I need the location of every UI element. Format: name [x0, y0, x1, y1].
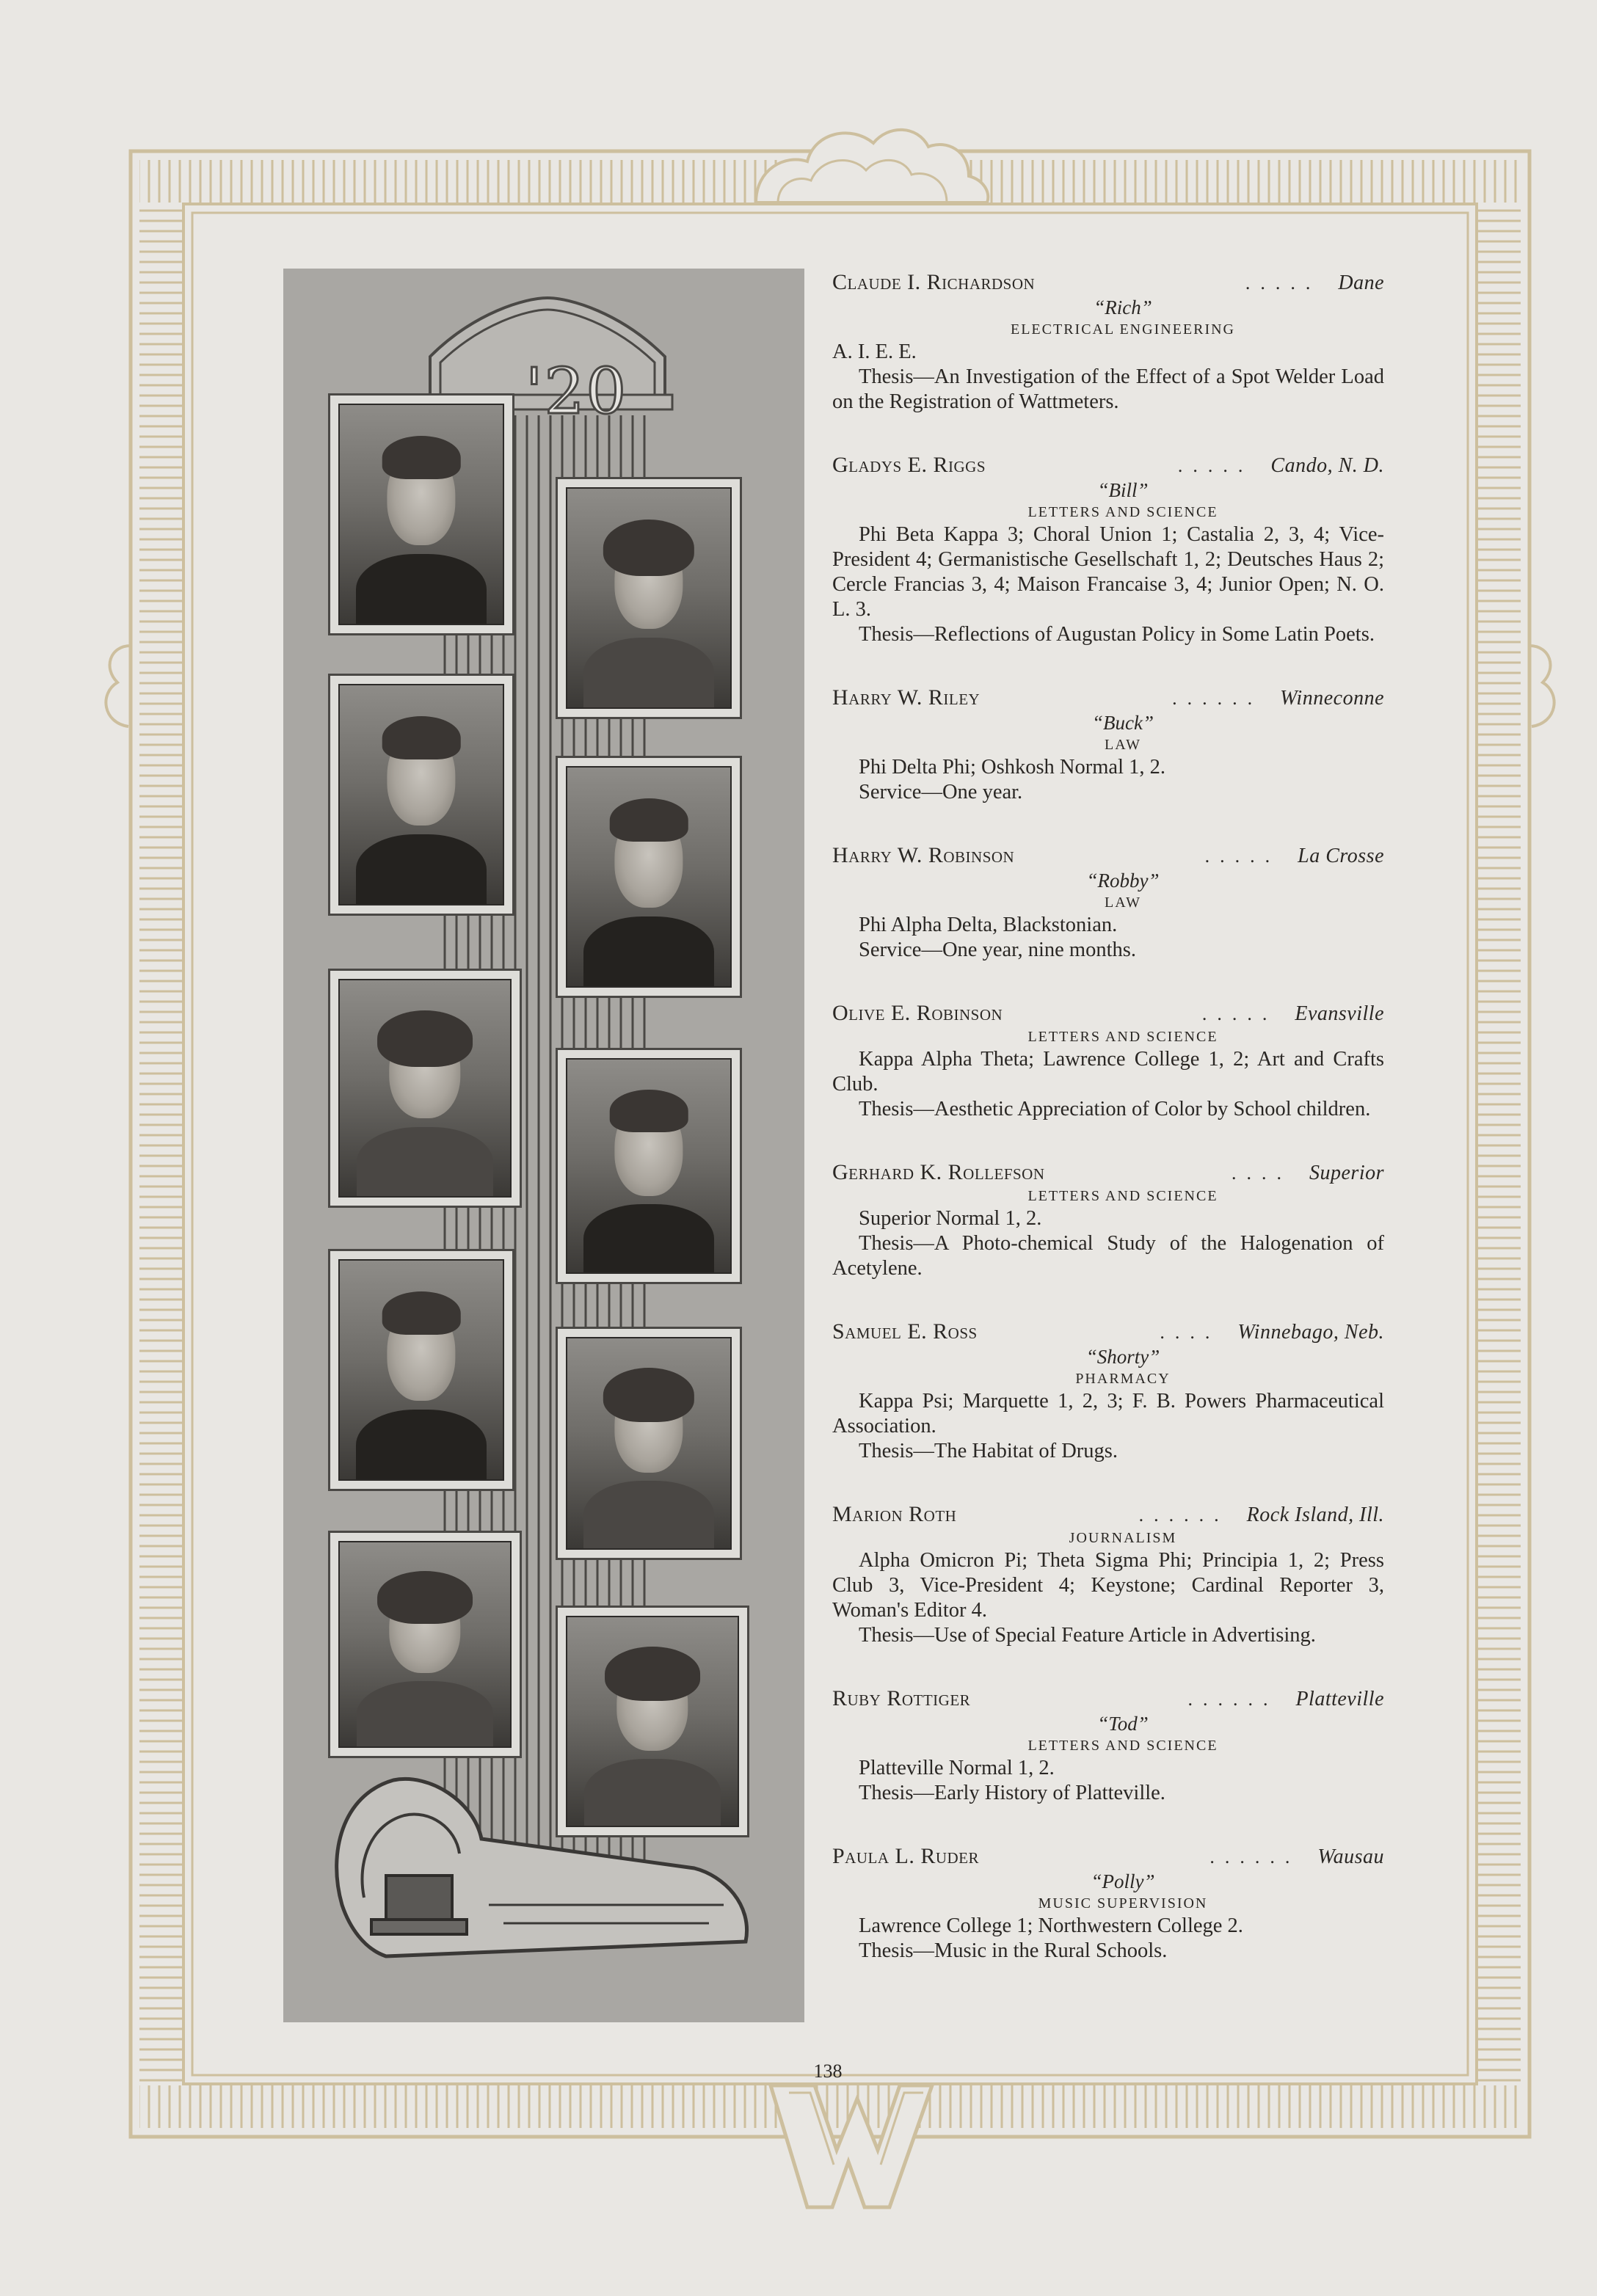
leader-dots: ...... — [1172, 688, 1263, 709]
entry-detail: Phi Beta Kappa 3; Choral Union 1; Castalia 2, 3, 4; Vice-President 4; Germanistische Gesellschaft 1, 2; Deutsches Haus 2; Cercle Francias 3, 4; Maison Francaise 3, 4; Junior Open; N. O. L. 3. — [832, 523, 1384, 621]
student-name: Harry W. Riley — [832, 685, 981, 710]
nickname: “Tod” — [1097, 1713, 1149, 1735]
leader-dots: ...... — [1138, 1504, 1229, 1526]
leader-dots: ...... — [1209, 1846, 1300, 1867]
entry-header — [832, 1319, 1384, 1345]
student-name: Samuel E. Ross — [832, 1319, 978, 1344]
leader-dots: ..... — [1201, 1003, 1278, 1024]
hometown: Platteville — [1295, 1688, 1384, 1710]
portrait-olive-e-robinson — [328, 969, 522, 1208]
entry-detail: Thesis—Use of Special Feature Article in Advertising. — [859, 1624, 1316, 1647]
leader-dots: .... — [1160, 1322, 1221, 1343]
hometown: Superior — [1309, 1162, 1384, 1184]
portrait-paula-l-ruder — [556, 1606, 749, 1837]
nickname: “Rich” — [1094, 296, 1152, 318]
biography-entry — [832, 1319, 1384, 1464]
department: PHARMACY — [1075, 1371, 1171, 1387]
entry-detail: Kappa Alpha Theta; Lawrence College 1, 2; Art and Crafts Club. — [832, 1048, 1384, 1096]
department: LETTERS AND SCIENCE — [1027, 1738, 1218, 1754]
department: JOURNALISM — [1069, 1530, 1177, 1546]
student-name: Harry W. Robinson — [832, 843, 1015, 867]
year-emblem: '20 — [525, 355, 628, 429]
entry-header — [832, 1502, 1384, 1528]
student-name: Gerhard K. Rollefson — [832, 1160, 1045, 1184]
nickname: “Shorty” — [1085, 1346, 1160, 1368]
entry-detail: Thesis—Early History of Platteville. — [859, 1782, 1165, 1804]
portrait-marion-roth — [556, 1327, 742, 1560]
nickname: “Polly” — [1091, 1870, 1155, 1892]
entry-detail: Platteville Normal 1, 2. — [859, 1757, 1055, 1779]
student-name: Ruby Rottiger — [832, 1686, 971, 1710]
biography-entry — [832, 1686, 1384, 1806]
biography-entry — [832, 843, 1384, 963]
entry-detail: Superior Normal 1, 2. — [859, 1207, 1042, 1230]
department: LAW — [1105, 894, 1141, 911]
entry-detail: Lawrence College 1; Northwestern College 2. — [859, 1914, 1243, 1937]
entry-detail: Service—One year. — [859, 781, 1023, 803]
entry-header — [832, 453, 1384, 478]
entry-detail: Service—One year, nine months. — [859, 939, 1136, 961]
nickname: “Buck” — [1092, 712, 1154, 734]
portrait-ruby-rottiger — [328, 1531, 522, 1758]
student-name: Claude I. Richardson — [832, 270, 1036, 294]
biography-entry — [832, 685, 1384, 805]
leader-dots: ..... — [1204, 845, 1281, 867]
portrait-samuel-e-ross — [328, 1249, 514, 1491]
biography-list — [832, 270, 1384, 2002]
entry-detail: Thesis—Aesthetic Appreciation of Color by School children. — [859, 1098, 1371, 1120]
entry-header — [832, 1001, 1384, 1027]
leader-dots: ..... — [1245, 272, 1321, 294]
portrait-harry-w-robinson — [556, 756, 742, 998]
entry-detail: Phi Alpha Delta, Blackstonian. — [859, 914, 1118, 936]
entry-header — [832, 1686, 1384, 1712]
entry-detail: Thesis—An Investigation of the Effect of a Spot Welder Load on the Registration of Wattmeters. — [832, 365, 1384, 413]
hometown: Winnebago, Neb. — [1237, 1321, 1384, 1344]
department: LAW — [1105, 737, 1141, 753]
entry-detail: Thesis—Reflections of Augustan Policy in Some Latin Poets. — [859, 623, 1375, 646]
entry-header — [832, 843, 1384, 869]
biography-entry — [832, 453, 1384, 647]
department: ELECTRICAL ENGINEERING — [1011, 321, 1235, 338]
leader-dots: .... — [1232, 1162, 1292, 1184]
biography-entry — [832, 1160, 1384, 1281]
portrait-gerhard-k-rollefson — [556, 1048, 742, 1284]
entry-header — [832, 1844, 1384, 1870]
entry-detail: Thesis—Music in the Rural Schools. — [859, 1939, 1168, 1962]
entry-detail: Thesis—The Habitat of Drugs. — [859, 1440, 1118, 1462]
department: LETTERS AND SCIENCE — [1027, 1188, 1218, 1204]
student-name: Paula L. Ruder — [832, 1844, 980, 1868]
student-name: Olive E. Robinson — [832, 1001, 1003, 1025]
department: MUSIC SUPERVISION — [1038, 1895, 1208, 1911]
portrait-claude-i-richardson — [328, 393, 514, 635]
entry-detail: Kappa Psi; Marquette 1, 2, 3; F. B. Powers Pharmaceutical Association. — [832, 1390, 1384, 1437]
hometown: Cando, N. D. — [1270, 454, 1384, 477]
entry-detail: A. I. E. E. — [832, 340, 917, 363]
leader-dots: ..... — [1177, 455, 1254, 476]
entry-header — [832, 685, 1384, 711]
biography-entry — [832, 1502, 1384, 1648]
hometown: Dane — [1338, 271, 1384, 294]
hometown: Winneconne — [1280, 687, 1384, 710]
nickname: “Robby” — [1086, 870, 1160, 892]
entry-detail: Alpha Omicron Pi; Theta Sigma Phi; Principia 1, 2; Press Club 3, Vice-President 4; Keystone; Cardinal Reporter 3, Woman's Editor 4. — [832, 1549, 1384, 1622]
entry-detail: Thesis—A Photo-chemical Study of the Halogenation of Acetylene. — [832, 1232, 1384, 1280]
entry-detail: Phi Delta Phi; Oshkosh Normal 1, 2. — [859, 756, 1165, 779]
student-name: Marion Roth — [832, 1502, 957, 1526]
hometown: Evansville — [1295, 1002, 1384, 1025]
hometown: Rock Island, Ill. — [1246, 1504, 1384, 1526]
entry-header — [832, 270, 1384, 296]
page-number: 138 — [813, 2060, 843, 2082]
hometown: La Crosse — [1298, 845, 1384, 867]
portrait-harry-w-riley — [328, 674, 514, 916]
leader-dots: ...... — [1187, 1688, 1278, 1710]
department: LETTERS AND SCIENCE — [1027, 504, 1218, 520]
department: LETTERS AND SCIENCE — [1027, 1029, 1218, 1045]
biography-entry — [832, 270, 1384, 415]
hometown: Wausau — [1317, 1845, 1384, 1868]
biography-entry — [832, 1844, 1384, 1964]
student-name: Gladys E. Riggs — [832, 453, 986, 477]
nickname: “Bill” — [1097, 479, 1149, 501]
biography-entry — [832, 1001, 1384, 1122]
portrait-gladys-e-riggs — [556, 477, 742, 719]
entry-header — [832, 1160, 1384, 1186]
